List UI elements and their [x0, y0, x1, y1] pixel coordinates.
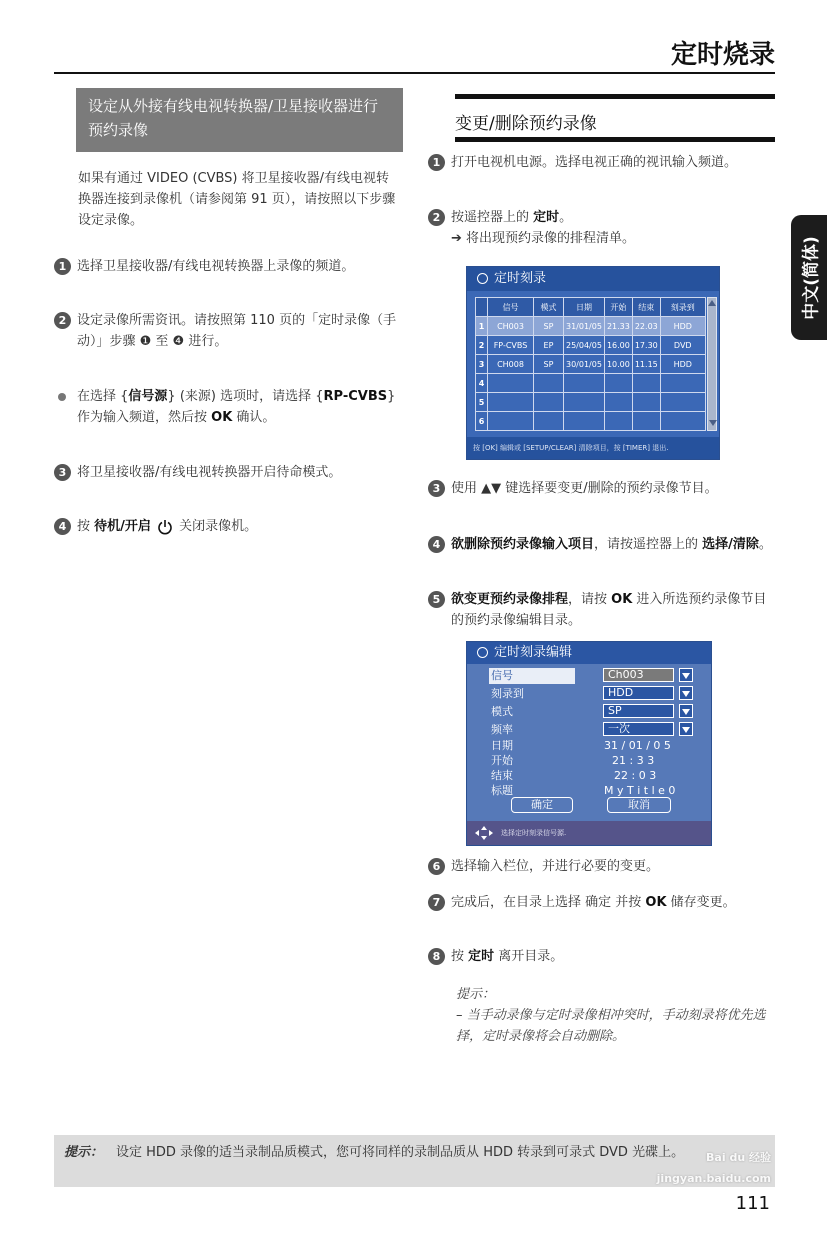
scroll-up-icon	[708, 300, 716, 306]
footer-note-text: 设定 HDD 录像的适当录制品质模式，您可将同样的录制品质从 HDD 转录到可录式 DVD 光碟上。	[116, 1145, 685, 1160]
table-row[interactable]: 5	[476, 393, 706, 412]
right-step-6: 6 选择输入栏位，并进行必要的变更。	[428, 856, 776, 877]
table-row[interactable]: 6	[476, 412, 706, 431]
timer-list-screen	[466, 266, 720, 460]
timer-list-table: 信号 模式 日期 开始 结束 刻录到 1 CH003 SP 31/01/05 21.33 22.03 HDD 2 FP-CVBS EP 25/04/05 16.00 17.30 DVD 3 CH008 SP 30/01/05 10.00 11.15 HDD 4 5 6	[475, 297, 706, 431]
right-step-5: 5 欲变更预约录像排程，请按 OK 进入所选预约录像节目的预约录像编辑目录。	[428, 589, 776, 631]
language-tab: 中文(简体)	[791, 215, 827, 340]
left-step-bullet: 在选择 {信号源} (来源) 选项时，请选择 {RP-CVBS} 作为输入频道，然后按 OK 确认。	[54, 386, 399, 428]
tip-block	[456, 984, 776, 1047]
right-step-3: 3 使用 ▲▼ 键选择要变更/删除的预约录像节目。	[428, 478, 776, 499]
right-step-4: 4 欲删除预约录像输入项目，请按遥控器上的 选择/清除。	[428, 534, 776, 555]
left-step-2: 2 设定录像所需资讯。请按照第 110 页的「定时录像（手动）」步骤 ❶ 至 ❹ 进行。	[54, 310, 399, 352]
scroll-down-icon	[709, 420, 717, 426]
navigation-pad-icon	[475, 826, 493, 840]
dropdown-icon	[679, 668, 693, 682]
left-intro-text: 如果有通过 VIDEO (CVBS) 将卫星接收器/有线电视转换器连接到录像机（请参阅第 91 页），请按照以下步骤设定录像。	[78, 171, 396, 228]
bullet-icon	[58, 393, 66, 401]
table-row[interactable]: 4	[476, 374, 706, 393]
watermark: Bai du 经验 jingyan.baidu.com	[656, 1151, 771, 1185]
timer-edit-screen: 定时刻录编辑 信号 Ch003 刻录到 HDD 模式 SP 频率 一次 日期 31 / 01 / 0 5 开始 21 : 3 3 结束 22 : 0 3 标题 M y T i t l e 0 确定 取消 选择定时刻录信号源.	[466, 641, 712, 846]
page-title: 定时烧录	[670, 40, 775, 70]
dropdown-icon	[679, 704, 693, 718]
table-row[interactable]: 2 FP-CVBS EP 25/04/05 16.00 17.30 DVD	[476, 336, 706, 355]
list-scrollbar[interactable]	[707, 297, 717, 431]
result-note: ➔ 将出现预约录像的排程清单。	[451, 231, 636, 246]
left-section-heading: 设定从外接有线电视转换器/卫星接收器进行预约录像	[76, 88, 403, 152]
tip-title: 提示：	[456, 987, 496, 1002]
table-row[interactable]: 1 CH003 SP 31/01/05 21.33 22.03 HDD	[476, 317, 706, 336]
left-step-1: 1 选择卫星接收器/有线电视转换器上录像的频道。	[54, 256, 399, 277]
title-divider	[54, 72, 775, 74]
clock-icon	[477, 647, 488, 658]
clock-icon	[477, 273, 488, 284]
dropdown-icon	[679, 686, 693, 700]
table-row[interactable]: 3 CH008 SP 30/01/05 10.00 11.15 HDD	[476, 355, 706, 374]
power-icon	[157, 519, 173, 535]
right-section-heading: 变更/删除预约录像	[455, 94, 775, 142]
right-step-2: 2 按遥控器上的 定时。 ➔ 将出现预约录像的排程清单。	[428, 207, 776, 249]
page-number: 111	[735, 1193, 770, 1214]
timer-list-footer: 按 [OK] 编辑或 [SETUP/CLEAR] 清除项目，按 [TIMER] 退出.	[467, 437, 719, 459]
ok-button[interactable]: 确定	[511, 797, 573, 813]
dropdown-icon	[679, 722, 693, 736]
timer-edit-title-bar: 定时刻录编辑	[467, 642, 711, 664]
left-step-3: 3 将卫星接收器/有线电视转换器开启待命模式。	[54, 462, 399, 483]
right-step-1: 1 打开电视机电源。选择电视正确的视讯输入频道。	[428, 152, 776, 173]
footer-note-label: 提示：	[64, 1145, 104, 1160]
cancel-button[interactable]: 取消	[607, 797, 671, 813]
tip-text: – 当手动录像与定时录像相冲突时，手动刻录将优先选择，定时录像将会自动删除。	[456, 1008, 766, 1044]
right-step-7: 7 完成后，在目录上选择 确定 并按 OK 储存变更。	[428, 892, 776, 913]
timer-edit-footer: 选择定时刻录信号源.	[467, 821, 711, 845]
right-step-8: 8 按 定时 离开目录。	[428, 946, 776, 967]
timer-list-title-bar: 定时刻录	[467, 267, 719, 291]
footer-note	[54, 1135, 775, 1187]
left-step-4: 4 按 待机/开启 关闭录像机。	[54, 516, 399, 537]
